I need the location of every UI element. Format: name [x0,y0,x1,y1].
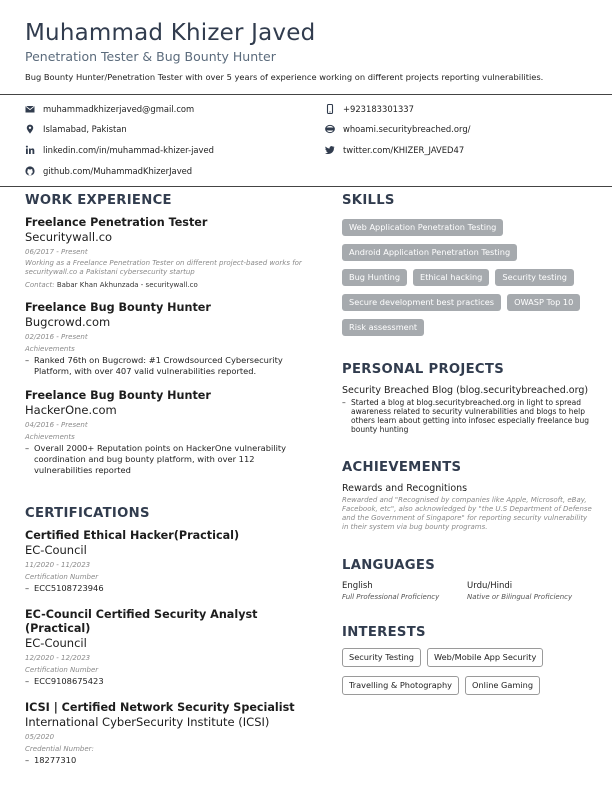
project-title: Security Breached Blog (blog.securitybreached.org) [342,385,589,396]
achievements-heading: ACHIEVEMENTS [342,460,462,475]
job-company: Securitywall.co [25,230,113,244]
project-bullet: – Started a blog at blog.securitybreached.org in light to spread awareness related to security vulnerabilities and blogs to help others learn about getting into infosec especially freelance bug bounty hunting [342,398,592,434]
cert-issuer: EC-Council [25,636,87,650]
cert-number: – ECC9108675423 [25,676,104,686]
language-name: Urdu/Hindi [467,581,513,591]
skill-tag: Security testing [495,269,574,286]
achievements-label: Achievements [25,433,75,441]
work-entry [25,216,315,289]
cert-number-label: Credential Number: [25,745,94,753]
skill-tag: Risk assessment [342,319,424,336]
website-text: whoami.securitybreached.org/ [343,124,471,134]
achievements-label: Achievements [25,345,75,353]
skills-tags [342,219,592,336]
job-dates: 04/2016 - Present [25,421,88,429]
work-entry [25,301,315,377]
bullet-text: Ranked 76th on Bugcrowd: #1 Crowdsourced Cybersecurity Platform, with over 407 valid vulnerabilities reported. [34,355,283,376]
contact-value: Babar Khan Akhunzada - securitywall.co [56,281,198,289]
project-bullet-text: Started a blog at blog.securitybreached.org in light to spread awareness related to security vulnerabilities and blogs to help others learn about getting into infosec especially freelance bug bounty hunting [351,398,590,434]
resume-header [25,18,595,82]
twitter-icon [325,145,335,155]
website-icon [325,124,335,134]
cert-number-label: Certification Number [25,666,99,674]
language-item [467,581,592,601]
interests-heading: INTERESTS [342,625,426,640]
mail-icon [25,104,35,114]
cert-title: ICSI | Certified Network Security Specialist [25,701,295,714]
cert-dates: 12/2020 - 12/2023 [25,654,91,662]
language-name: English [342,581,373,591]
linkedin-icon [25,145,35,155]
cert-entry [25,701,315,766]
contact-website[interactable] [325,122,470,136]
skill-tag: OWASP Top 10 [507,294,580,311]
candidate-name: Muhammad Khizer Javed [25,20,316,46]
contact-section [25,101,595,181]
achievement-title: Rewards and Recognitions [342,483,468,494]
contact-label: Contact: [25,281,55,289]
job-title: Freelance Bug Bounty Hunter [25,301,211,314]
location-text: Islamabad, Pakistan [43,124,127,134]
projects-section [342,362,592,434]
achievement-bullet: – Ranked 76th on Bugcrowd: #1 Crowdsourced Cybersecurity Platform, with over 407 valid vulnerabilities reported. [25,355,315,377]
location-pin-icon [25,124,35,134]
cert-entry [25,608,315,687]
interest-tag: Web/Mobile App Security [427,648,543,667]
job-company: HackerOne.com [25,403,117,417]
cert-title: Certified Ethical Hacker(Practical) [25,529,240,542]
candidate-role: Penetration Tester & Bug Bounty Hunter [25,49,276,64]
twitter-text: twitter.com/KHIZER_JAVED47 [343,145,465,155]
cert-number-value: 18277310 [34,755,77,765]
skill-tag: Android Application Penetration Testing [342,244,517,261]
github-text: github.com/MuhammadKhizerJaved [43,166,193,176]
phone-icon [325,104,335,114]
work-experience-heading: WORK EXPERIENCE [25,193,172,208]
cert-number-label: Certification Number [25,573,99,581]
cert-number: – ECC5108723946 [25,583,104,593]
contact-email[interactable] [25,102,194,116]
job-company: Bugcrowd.com [25,315,111,329]
cert-issuer: EC-Council [25,543,87,557]
achievements-section [342,460,592,532]
interests-tags [342,648,562,695]
skill-tag: Bug Hunting [342,269,407,286]
cert-number: – 18277310 [25,755,77,765]
work-entry [25,389,315,476]
contact-github[interactable] [25,164,192,178]
contact-location [25,122,127,136]
languages-list [342,581,592,601]
cert-dates: 05/2020 [25,733,55,741]
job-dates: 06/2017 - Present [25,248,88,256]
cert-number-value: ECC9108675423 [34,676,104,686]
candidate-summary: Bug Bounty Hunter/Penetration Tester with over 5 years of experience working on different projects reporting vulnerabilities. [25,72,544,82]
job-contact [25,281,315,289]
language-level: Native or Bilingual Proficiency [467,593,573,601]
job-title: Freelance Penetration Tester [25,216,208,229]
right-column [342,193,592,695]
bullet-text: Overall 2000+ Reputation points on HackerOne vulnerability coordination and bug bounty platform, with over 112 vulnerabilities reported [34,443,287,475]
interest-tag: Travelling & Photography [342,676,459,695]
language-item [342,581,467,601]
job-title: Freelance Bug Bounty Hunter [25,389,211,402]
contact-linkedin[interactable] [25,143,214,157]
linkedin-text: linkedin.com/in/muhammad-khizer-javed [43,145,214,155]
skill-tag: Secure development best practices [342,294,501,311]
contact-twitter[interactable] [325,143,464,157]
achievement-bullet: – Overall 2000+ Reputation points on HackerOne vulnerability coordination and bug bounty platform, with over 112 vulnerabilities reported [25,443,315,476]
certifications-heading: CERTIFICATIONS [25,506,150,521]
job-description: Working as a Freelance Penetration Tester on different project-based works for securitywall.co a Pakistani cybersecurity startup [25,259,302,276]
interest-tag: Security Testing [342,648,421,667]
divider-contacts [0,186,612,187]
language-level: Full Professional Proficiency [342,593,440,601]
achievement-description: Rewarded and "Recognised by companies like Apple, Microsoft, eBay, Facebook, etc", also acknowledged by "the U.S Department of Defense and the Government of Singapore" for reporting security vulnerability in their system via bug bounty programs. [342,496,592,531]
cert-number-value: ECC5108723946 [34,583,104,593]
phone-text: +923183301337 [343,104,414,114]
skill-tag: Web Application Penetration Testing [342,219,503,236]
skills-heading: SKILLS [342,193,395,208]
contact-phone[interactable] [325,102,414,116]
github-icon [25,166,35,176]
cert-title: EC-Council Certified Security Analyst (Practical) [25,608,258,635]
job-dates: 02/2016 - Present [25,333,88,341]
email-text: muhammadkhizerjaved@gmail.com [43,104,195,114]
interest-tag: Online Gaming [465,676,540,695]
divider-top [0,94,612,95]
cert-dates: 11/2020 - 11/2023 [25,561,91,569]
languages-section [342,558,592,601]
cert-issuer: International CyberSecurity Institute (ICSI) [25,715,270,729]
skill-tag: Ethical hacking [413,269,489,286]
cert-entry [25,529,315,594]
left-column [25,193,315,778]
languages-heading: LANGUAGES [342,558,436,573]
interests-section [342,625,592,695]
projects-heading: PERSONAL PROJECTS [342,362,504,377]
